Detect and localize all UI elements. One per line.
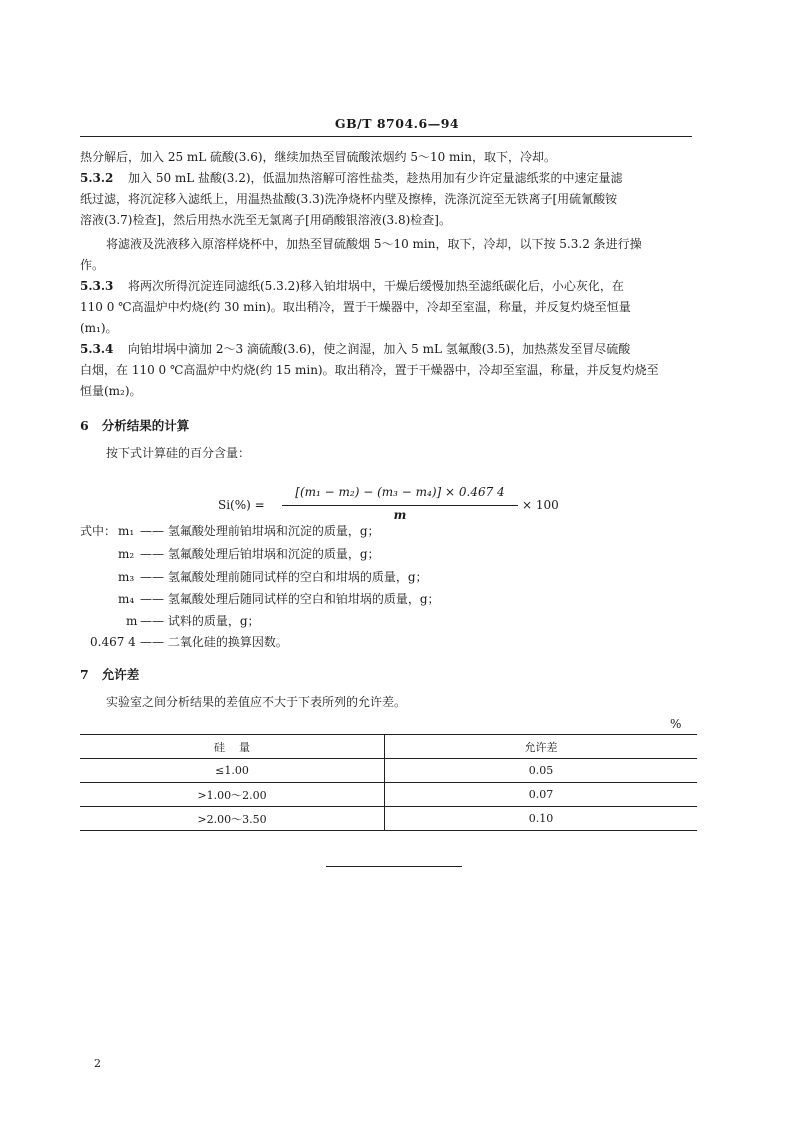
cell-silicon: >1.00～2.00 — [80, 783, 385, 807]
clause-5-3-3-line: (m₁)。 — [80, 321, 118, 335]
clause-5-3-2-line: 作。 — [80, 258, 105, 272]
variable-symbol: m₂ — [118, 547, 135, 561]
end-rule — [326, 866, 462, 867]
clause-5-3-4-line: 恒量(m₂)。 — [80, 384, 142, 398]
formula-lhs: Si(%) = — [218, 498, 265, 512]
variable-symbol: 0.467 4 — [90, 635, 136, 649]
clause-number-5-3-2: 5.3.2 — [80, 171, 114, 185]
formula-numerator: [(m₁ − m₂) − (m₃ − m₄)] × 0.467 4 — [295, 485, 505, 499]
clause-number-5-3-4: 5.3.4 — [80, 342, 114, 356]
cell-tolerance: 0.10 — [528, 812, 554, 825]
variable-description: —— 二氧化硅的换算因数。 — [140, 635, 288, 649]
clause-5-3-2-line: 溶液(3.7)检查]，然后用热水洗至无氯离子[用硝酸银溶液(3.8)检查]。 — [80, 213, 451, 227]
clause-5-3-3-line: 110 0 ℃高温炉中灼烧(约 30 min)。取出稍冷，置于干燥器中，冷却至室温，称量，并反复灼烧至恒量 — [80, 300, 631, 314]
clause-number-5-3-3: 5.3.3 — [80, 279, 114, 293]
variable-symbol: m — [126, 614, 138, 628]
clause-5-3-3-line: 将两次所得沉淀连同滤纸(5.3.2)移入铂坩埚中，干燥后缓慢加热至滤纸碳化后，小心灰化，在 — [128, 279, 624, 293]
column-header-tolerance: 允许差 — [524, 740, 558, 754]
cell-silicon: ≤1.00 — [80, 759, 385, 783]
section-6-intro: 按下式计算硅的百分含量： — [106, 446, 251, 460]
variable-symbol: m₁ — [118, 524, 135, 538]
variable-description: —— 试料的质量，g； — [140, 614, 260, 628]
unit-label: % — [670, 717, 682, 731]
clause-5-3-4-line: 白烟，在 110 0 ℃高温炉中灼烧(约 15 min)。取出稍冷，置于干燥器中，冷却至室温，称量，并反复灼烧至 — [80, 363, 659, 377]
tolerance-table — [80, 734, 697, 831]
table-row — [80, 759, 697, 783]
variable-description: —— 氢氟酸处理后铂坩埚和沉淀的质量，g； — [140, 547, 380, 561]
column-header-silicon: 硅 量 — [80, 735, 385, 759]
page-number: 2 — [94, 1057, 101, 1070]
header-rule — [80, 136, 692, 137]
variable-symbol: m₃ — [118, 570, 135, 584]
section-7-intro: 实验室之间分析结果的差值应不大于下表所列的允许差。 — [106, 695, 407, 709]
formula-multiplier: × 100 — [522, 498, 559, 512]
clause-5-3-4-line: 向铂坩埚中滴加 2～3 滴硫酸(3.6)，使之润湿，加入 5 mL 氢氟酸(3.5)，加热蒸发至冒尽硫酸 — [128, 342, 631, 356]
intro-paragraph: 热分解后，加入 25 mL 硫酸(3.6)，继续加热至冒硫酸浓烟约 5～10 min，取下，冷却。 — [80, 150, 556, 164]
clause-5-3-2-line: 加入 50 mL 盐酸(3.2)，低温加热溶解可溶性盐类，趁热用加有少许定量滤纸浆的中速定量滤 — [128, 171, 623, 185]
cell-silicon: >2.00～3.50 — [80, 807, 385, 831]
clause-5-3-2-line: 将滤液及洗液移入原溶样烧杯中，加热至冒硫酸烟 5～10 min，取下，冷却，以下按 5.3.2 条进行操 — [106, 237, 642, 251]
table-row — [80, 807, 697, 831]
table-row — [80, 783, 697, 807]
cell-tolerance: 0.07 — [528, 788, 554, 801]
variable-description: —— 氢氟酸处理后随同试样的空白和铂坩埚的质量，g； — [140, 592, 440, 606]
standard-code: GB/T 8704.6—94 — [334, 116, 460, 131]
where-label: 式中： — [80, 524, 117, 538]
section-6-heading: 6 分析结果的计算 — [80, 418, 190, 433]
clause-5-3-2-line: 纸过滤，将沉淀移入滤纸上，用温热盐酸(3.3)洗净烧杯内壁及擦棒，洗涤沉淀至无铁离子[用硫氰酸铵 — [80, 192, 618, 206]
variable-symbol: m₄ — [118, 592, 135, 606]
section-7-heading: 7 允许差 — [80, 667, 140, 682]
table-header-row — [80, 735, 697, 759]
formula-denominator: m — [393, 508, 407, 522]
cell-tolerance: 0.05 — [528, 764, 554, 777]
variable-description: —— 氢氟酸处理前铂坩埚和沉淀的质量，g； — [140, 524, 380, 538]
variable-description: —— 氢氟酸处理前随同试样的空白和坩埚的质量，g； — [140, 570, 428, 584]
